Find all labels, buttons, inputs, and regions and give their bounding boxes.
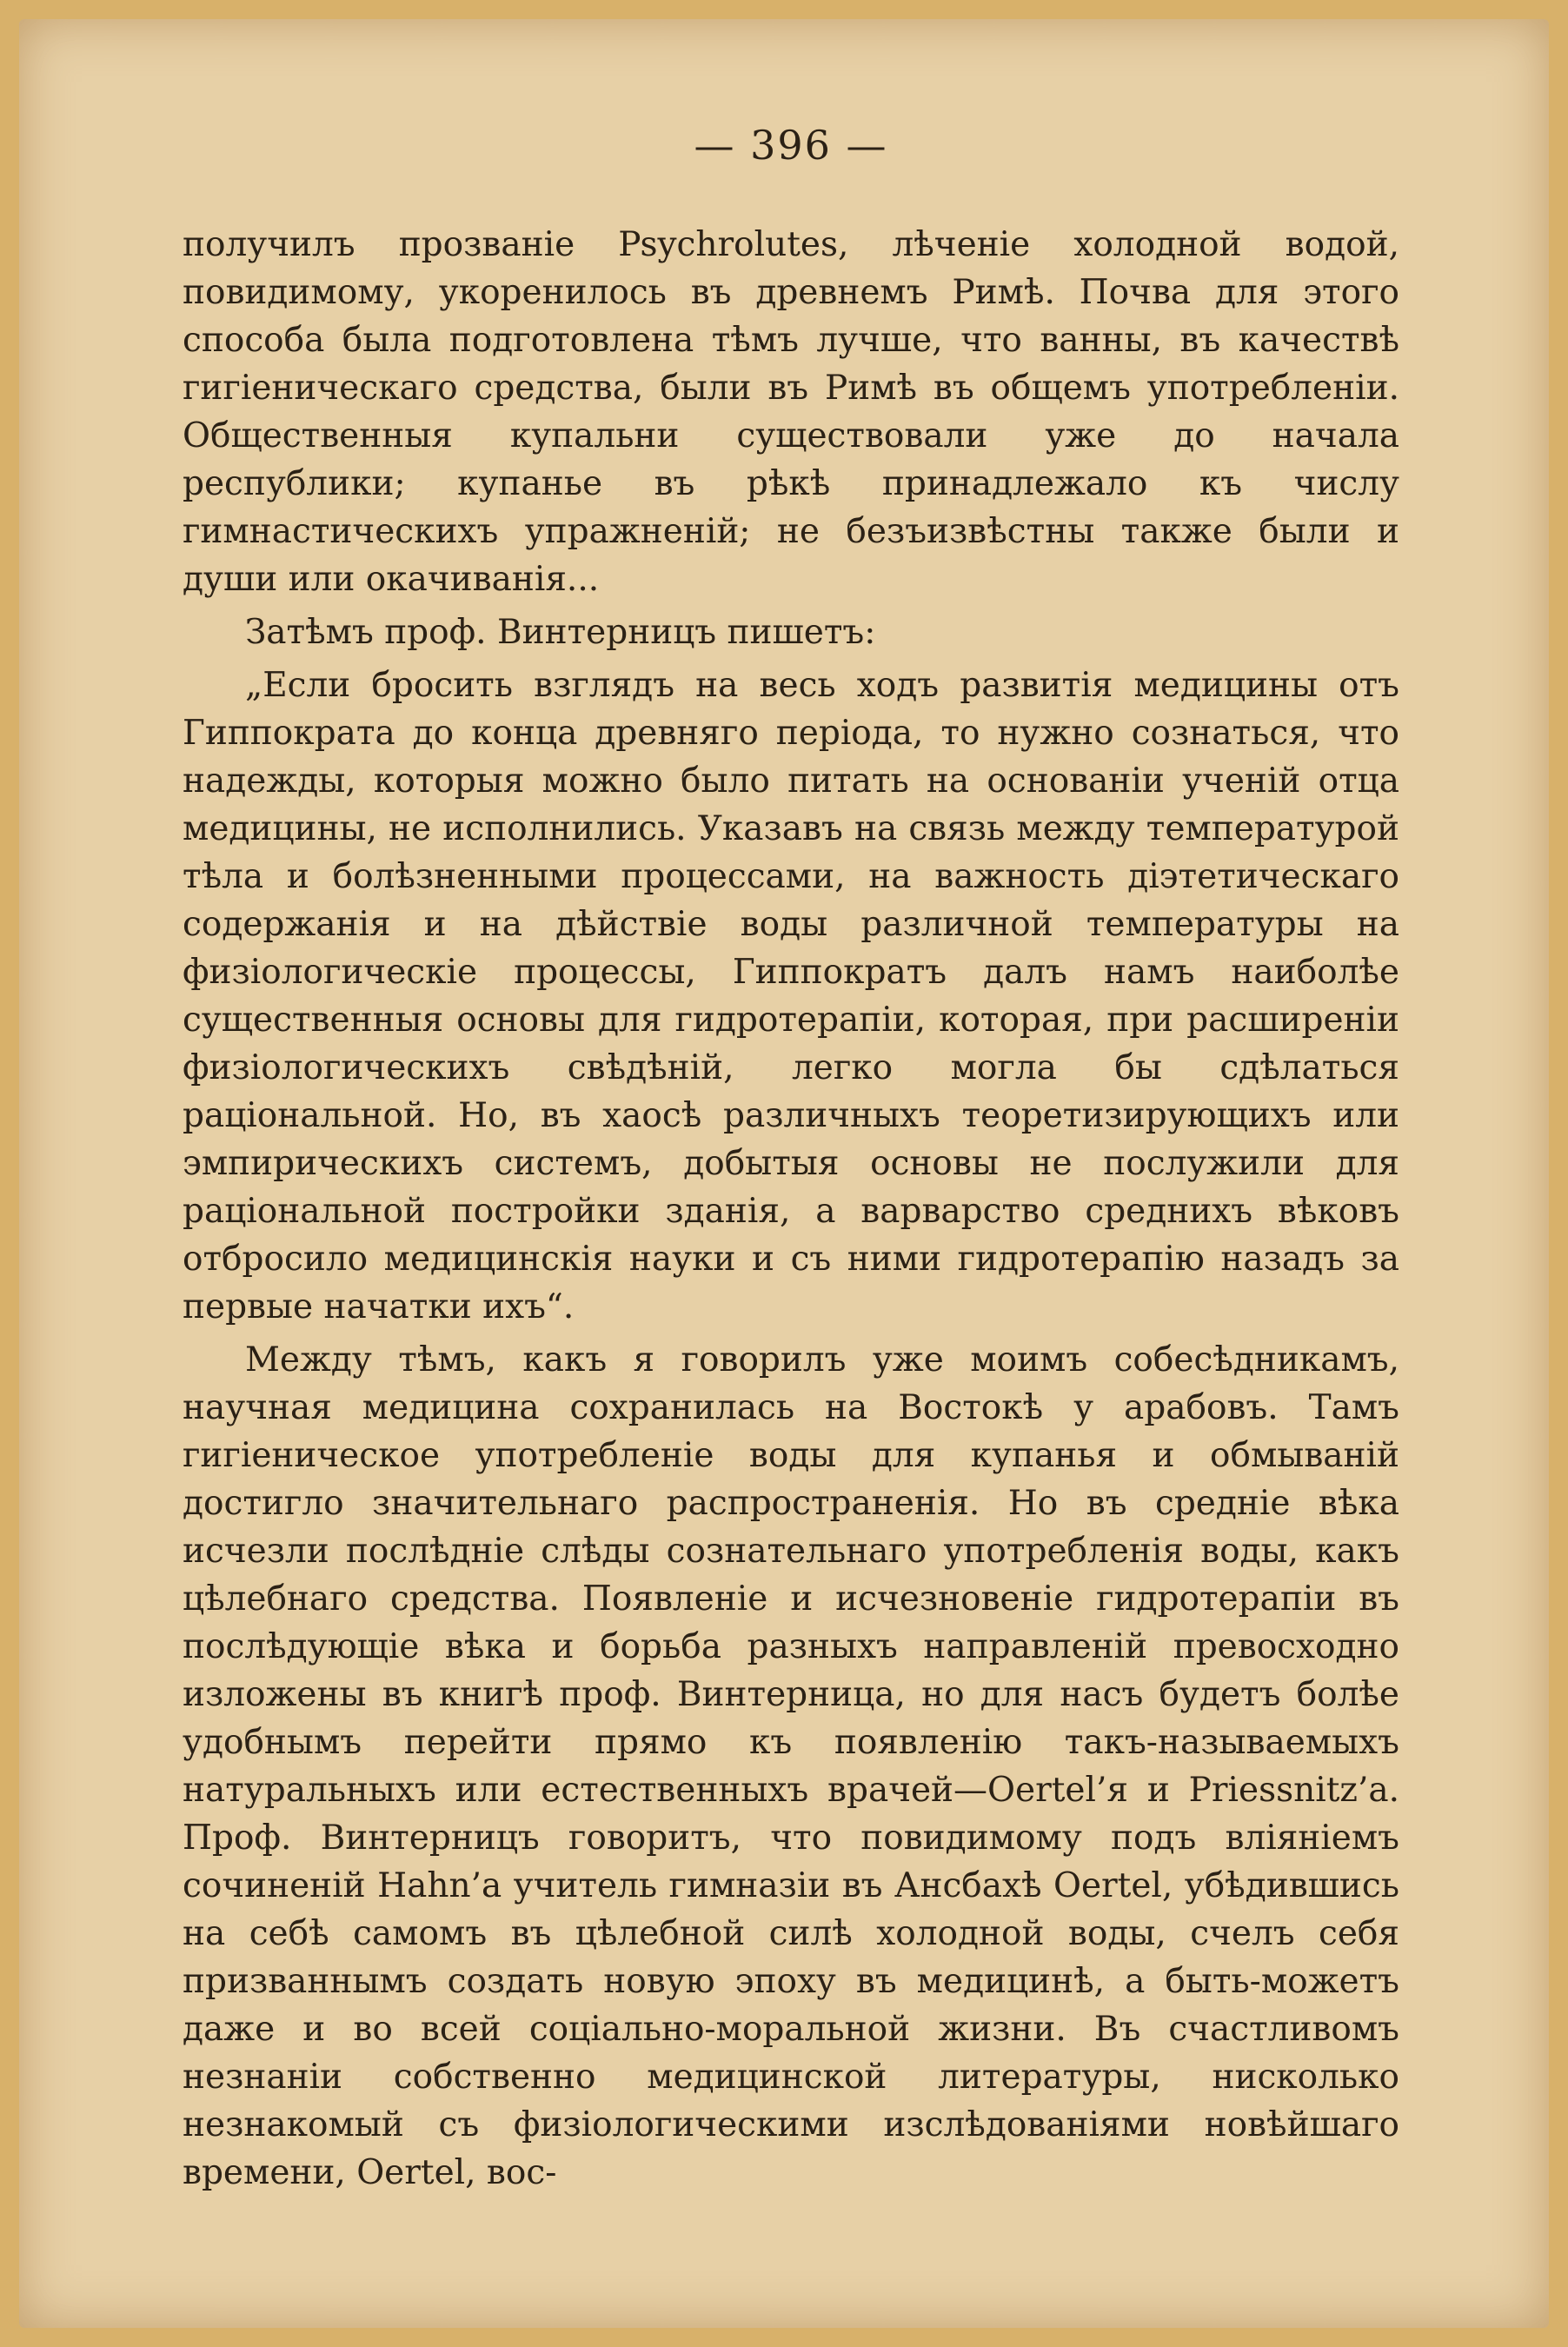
paragraph-quotation: „Если бросить взглядъ на весь ходъ развитія медицины отъ Гиппократа до конца древняго періода, то нужно сознаться, что надежды, которыя можно было питать на основаніи ученій отца медицины, не исполнились. Указавъ на связь между температурой тѣла и болѣзненными процессами, на важность діэтетическаго содержанія и на дѣйствіе воды различной температуры на физіологическіе процессы, Гиппократъ далъ намъ наиболѣе существенныя основы для гидротерапіи, которая, при расширеніи физіологическихъ свѣдѣній, легко могла бы сдѣлаться раціональной. Но, въ хаосѣ различныхъ теоретизирующихъ или эмпирическихъ системъ, добытыя основы не послужили для раціональной постройки зданія, а варварство среднихъ вѣковъ отбросило медицинскія науки и съ ними гидротерапію назадъ за первые начатки ихъ“.	[183, 666, 1399, 1326]
paragraph-quote-intro: Затѣмъ проф. Винтерницъ пишетъ:	[245, 613, 876, 652]
paragraph-continued: получилъ прозваніе Psychrolutes, лѣченіе холодной водой, повидимому, укоренилось въ древнемъ Римѣ. Почва для этого способа была подготовлена тѣмъ лучше, что ванны, въ качествѣ гигіеническаго средства, были въ Римѣ въ общемъ употребленіи. Общественныя купальни существовали уже до начала республики; купанье въ рѣкѣ принадлежало къ числу гимнастическихъ упражненій; не безъизвѣстны также были и души или окачиванія...	[183, 225, 1399, 599]
paragraph-main: Между тѣмъ, какъ я говорилъ уже моимъ собесѣдникамъ, научная медицина сохранилась на Востокѣ у арабовъ. Тамъ гигіеническое употребленіе воды для купанья и обмываній достигло значительнаго распространенія. Но въ средніе вѣка исчезли послѣдніе слѣды сознательнаго употребленія воды, какъ цѣлебнаго средства. Появленіе и исчезновеніе гидротерапіи въ послѣдующіе вѣка и борьба разныхъ направленій превосходно изложены въ книгѣ проф. Винтерница, но для насъ будетъ болѣе удобнымъ перейти прямо къ появленію такъ-называемыхъ натуральныхъ или естественныхъ врачей—Oertel’я и Priessnitz’а. Проф. Винтерницъ говоритъ, что повидимому подъ вліяніемъ сочиненій Hahn’а учитель гимназіи въ Ансбахѣ Oertel, убѣдившись на себѣ самомъ въ цѣлебной силѣ холодной воды, счелъ себя призваннымъ создать новую эпоху въ медицинѣ, а быть-можетъ даже и во всей соціально-моральной жизни. Въ счастливомъ незнаніи собственно медицинской литературы, нисколько незнакомый съ физіологическими изслѣдованіями новѣйшаго времени, Oertel, вос-	[183, 1340, 1399, 2192]
page-number: — 396 —	[694, 122, 888, 169]
document-page	[183, 122, 1399, 2197]
